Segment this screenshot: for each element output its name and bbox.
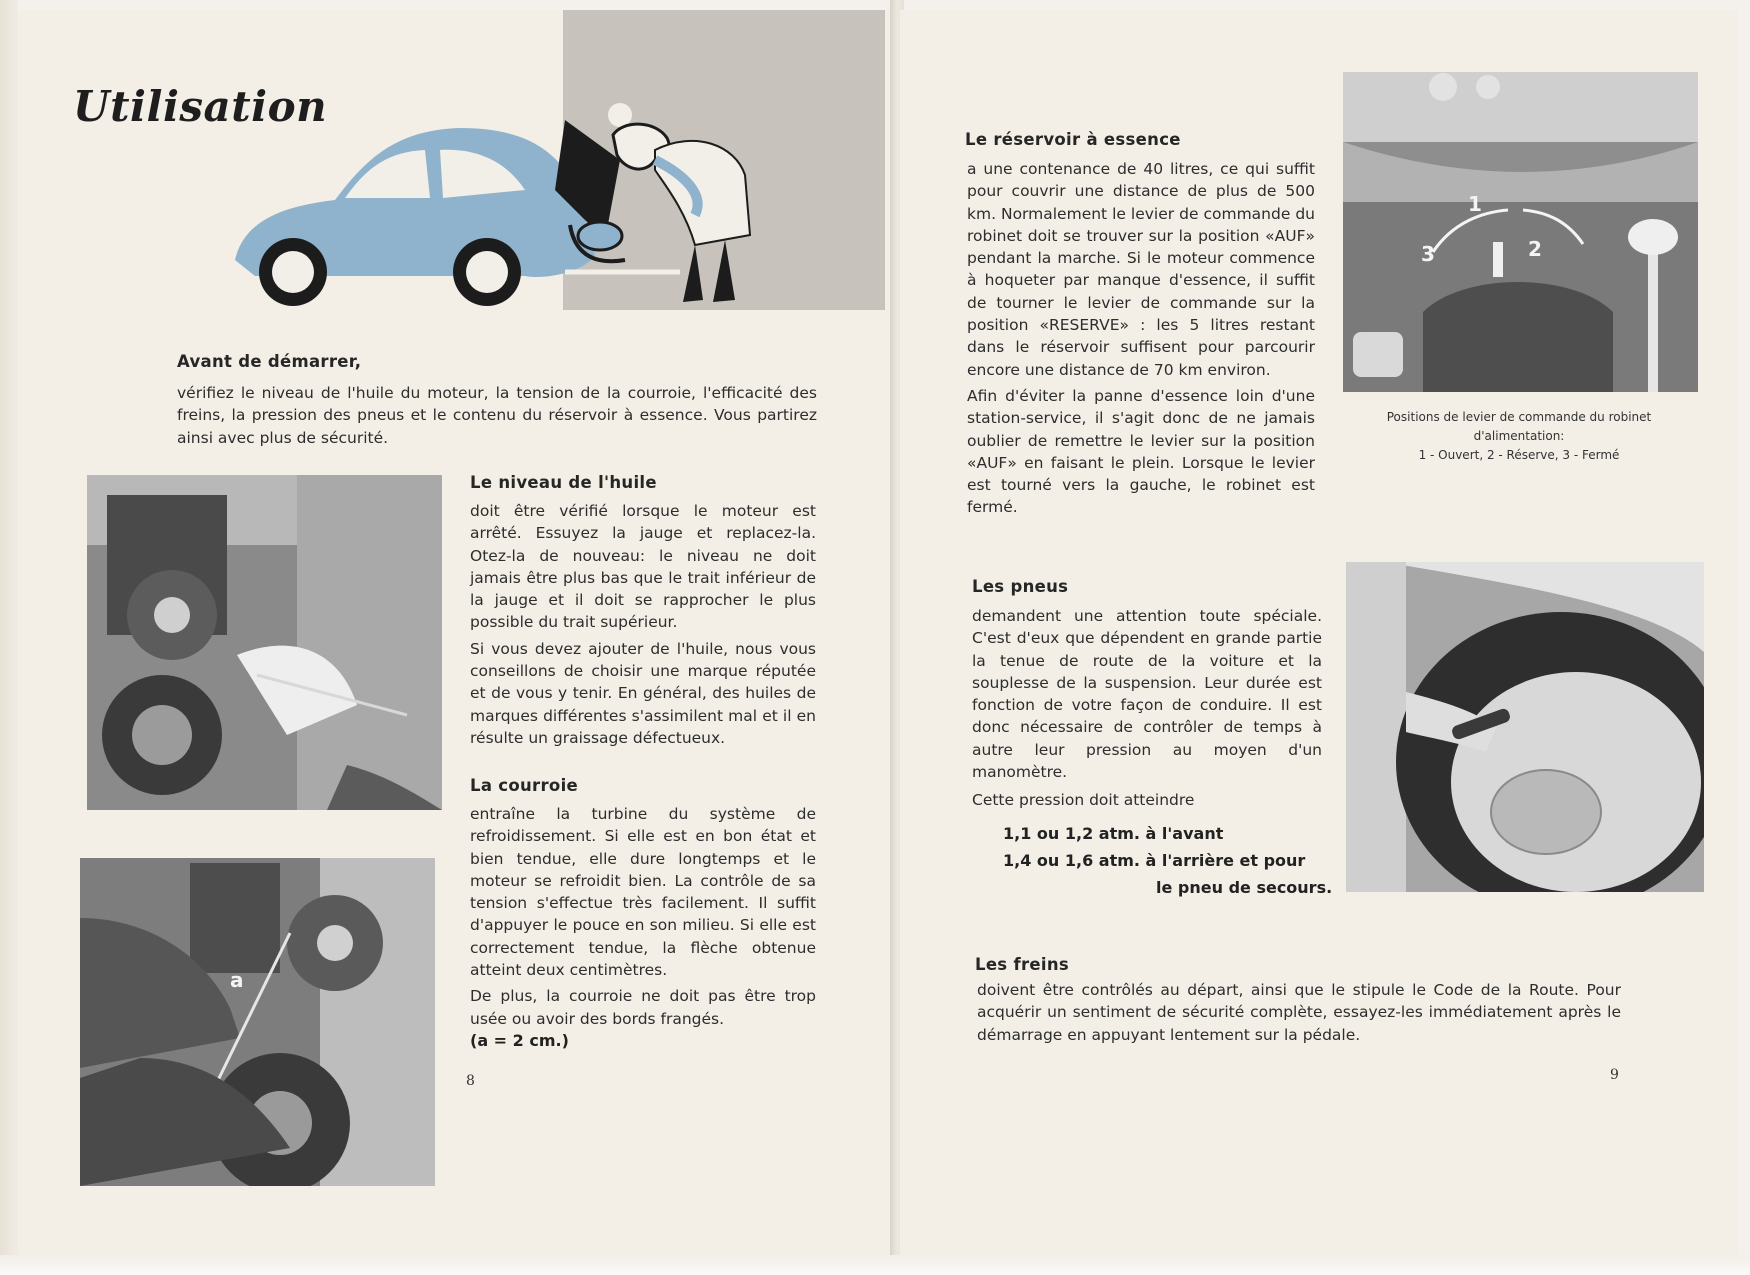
belt-formula: (a = 2 cm.) <box>470 1030 569 1050</box>
fuel-photo-label-3: 3 <box>1421 242 1435 266</box>
fuel-tap-photo <box>1343 72 1698 392</box>
belt-text <box>470 803 816 1052</box>
tyres-paragraph-2: Cette pression doit atteindre <box>972 791 1195 810</box>
tyre-gauge-photo <box>1346 562 1704 892</box>
oil-dipstick-photo <box>87 475 442 810</box>
page-bottom-edge <box>0 1255 1750 1275</box>
fan-belt-photo <box>80 858 435 1186</box>
brakes-heading: Les freins <box>975 955 1069 974</box>
tyre-pressure-front: 1,1 ou 1,2 atm. à l'avant <box>1003 824 1224 843</box>
oil-text <box>470 500 816 749</box>
tyres-heading: Les pneus <box>972 577 1069 596</box>
oil-heading: Le niveau de l'huile <box>470 473 657 492</box>
page-number-right: 9 <box>1610 1067 1619 1083</box>
page-title: Utilisation <box>73 82 328 131</box>
tank-paragraph-2: Afin d'éviter la panne d'essence loin d'une station-service, il s'agit donc de ne jamais oublier de remettre le levier sur la position «AUF» en faisant le plein. Lorsque le levier est tourné vers la gauche, le robinet est fermé. <box>967 386 1315 517</box>
oil-paragraph-1: doit être vérifié lorsque le moteur est arrêté. Essuyez la jauge et replacez-la. Otez-la de nouveau: le niveau ne doit jamais être plus bas que le trait inférieur de la jauge et il doit se rapprocher le plus possible du trait supérieur. <box>470 502 816 632</box>
belt-paragraph-1: entraîne la turbine du système de refroidissement. Si elle est en bon état et bien tendue, elle dure longtemps et le moteur se refroidit bien. La contrôle de sa tension s'effectue très facilement. Il suffit d'appuyer le pouce en son milieu. Si elle est correctement tendue, la flèche obtenue atteint deux centimètres. <box>470 805 816 980</box>
tyre-pressure-rear: 1,4 ou 1,6 atm. à l'arrière et pour <box>1003 851 1306 870</box>
tank-paragraph-1: a une contenance de 40 litres, ce qui suffit pour couvrir une distance de plus de 500 km. Normalement le levier de commande du robinet doit se trouver sur la position «AUF» pendant la marche. Si le moteur commence à hoqueter par manque d'essence, il suffit de tourner le levier de commande sur la position «RESERVE» : les 5 litres restant dans le réservoir suffisent pour parcourir encore une distance de 70 km environ. <box>967 160 1315 379</box>
belt-photo-label: a <box>230 968 244 992</box>
caption-line-1: Positions de levier de commande du robinet <box>1386 410 1652 424</box>
tyres-text <box>972 605 1322 812</box>
brakes-text: doivent être contrôlés au départ, ainsi que le stipule le Code de la Route. Pour acquérir un sentiment de sécurité complète, essayez-les immédiatement après le démarrage en appuyant lentement sur la pédale. <box>977 981 1621 1044</box>
tank-heading: Le réservoir à essence <box>965 130 1181 149</box>
oil-paragraph-2: Si vous devez ajouter de l'huile, nous vous conseillons de choisir une marque réputée et de vous y tenir. En général, des huiles de marques différentes s'assimilent mal et il en résulte un graissage défectueux. <box>470 639 816 747</box>
tank-text <box>967 158 1315 519</box>
fuel-photo-label-1: 1 <box>1468 192 1482 216</box>
intro-text: vérifiez le niveau de l'huile du moteur, la tension de la courroie, l'efficacité des freins, la pression des pneus et le contenu du réservoir à essence. Vous partirez ainsi avec plus de sécurité. <box>177 384 817 447</box>
caption-line-3: 1 - Ouvert, 2 - Réserve, 3 - Fermé <box>1418 448 1620 462</box>
car-mechanic-illustration <box>225 10 885 310</box>
tyre-pressure-spare: le pneu de secours. <box>1156 878 1333 897</box>
intro-heading: Avant de démarrer, <box>177 352 362 371</box>
belt-heading: La courroie <box>470 776 579 795</box>
page-number-left: 8 <box>466 1073 475 1089</box>
page-edge <box>0 0 18 1275</box>
fuel-photo-label-2: 2 <box>1528 237 1542 261</box>
tyres-paragraph-1: demandent une attention toute spéciale. C'est d'eux que dépendent en grande partie la tenue de route de la voiture et la souplesse de la suspension. Leur durée est fonction de votre façon de conduire. Il est donc nécessaire de contrôler de temps à autre leur pression au moyen d'un manomètre. <box>972 607 1322 782</box>
caption-line-2: d'alimentation: <box>1473 429 1565 443</box>
fuel-tap-caption <box>1338 408 1700 465</box>
belt-paragraph-2: De plus, la courroie ne doit pas être trop usée ou avoir des bords frangés. <box>470 987 816 1028</box>
